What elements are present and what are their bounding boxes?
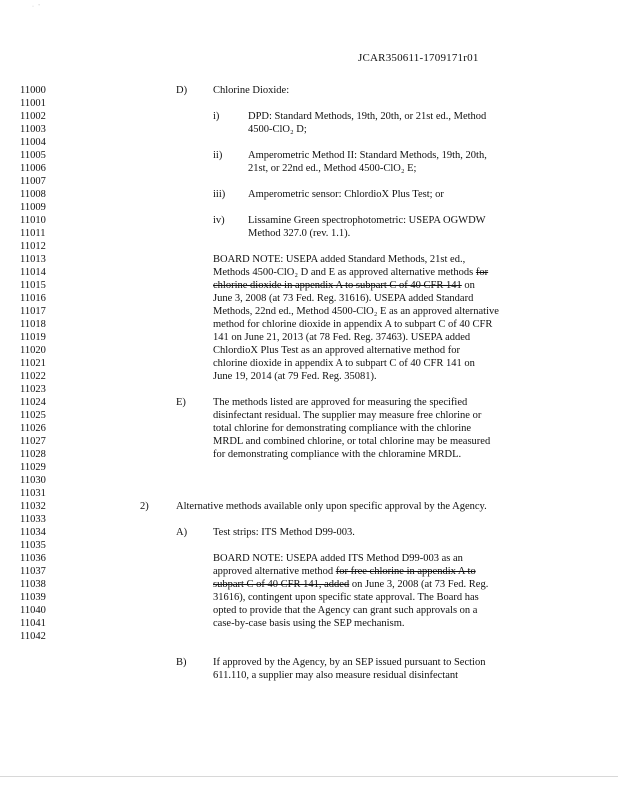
line-number: 11012	[20, 241, 46, 252]
line-number: 11042	[20, 631, 46, 642]
board-note-2-line: 31616), contingent upon specific state approval. The Board has	[213, 592, 479, 603]
line-number: 11007	[20, 176, 46, 187]
line-number: 11019	[20, 332, 46, 343]
struck-text: chlorine dioxide in appendix A to subpart C of 40 CFR 141	[213, 280, 462, 291]
line-number: 11033	[20, 514, 46, 525]
line-number: 11017	[20, 306, 46, 317]
item-d-ii-line1: Amperometric Method II: Standard Methods, 19th, 20th,	[248, 150, 487, 161]
line-number: 11004	[20, 137, 46, 148]
board-note-2-line	[213, 578, 488, 591]
line-number: 11037	[20, 566, 46, 577]
board-note-2-line	[213, 565, 476, 578]
line-number: 11018	[20, 319, 46, 330]
line-number: 11011	[20, 228, 46, 239]
item-d-ii-label: ii)	[213, 150, 223, 161]
board-note-2-text: on June 3, 2008 (at 73 Fed. Reg.	[349, 579, 489, 590]
line-number: 11008	[20, 189, 46, 200]
line-number: 11031	[20, 488, 46, 499]
struck-text: subpart C of 40 CFR 141, added	[213, 579, 350, 590]
line-number: 11002	[20, 111, 46, 122]
item-d-iv-line1: Lissamine Green spectrophotometric: USEPA OGWDW	[248, 215, 486, 226]
board-note-1-line: June 19, 2014 (at 79 Fed. Reg. 35081).	[213, 371, 377, 382]
line-number: 11028	[20, 449, 46, 460]
item-d-iii-label: iii)	[213, 189, 226, 200]
section-2-text: Alternative methods available only upon specific approval by the Agency.	[176, 501, 487, 512]
item-d-iii-line1: Amperometric sensor: ChlordioX Plus Test; or	[248, 189, 444, 200]
line-number: 11014	[20, 267, 46, 278]
line-number: 11029	[20, 462, 46, 473]
item-a-label: A)	[176, 527, 188, 538]
board-note-1-line: June 3, 2008 (at 73 Fed. Reg. 31616). USEPA added Standard	[213, 293, 474, 304]
board-note-1-line	[213, 279, 475, 292]
board-note-1-line: chlorine dioxide in appendix A to subpart C of 40 CFR 141 on	[213, 358, 475, 369]
line-number: 11006	[20, 163, 46, 174]
line-number: 11003	[20, 124, 46, 135]
document-id: JCAR350611-1709171r01	[358, 52, 479, 64]
item-d-title: Chlorine Dioxide:	[213, 85, 290, 96]
item-e-line: for demonstrating compliance with the chloramine MRDL.	[213, 449, 462, 460]
board-note-1-text: on	[461, 280, 475, 291]
board-note-2-line: opted to provide that the Agency can grant such approvals on a	[213, 605, 478, 616]
line-number: 11020	[20, 345, 46, 356]
line-number: 11038	[20, 579, 46, 590]
line-number: 11009	[20, 202, 46, 213]
line-number: 11015	[20, 280, 46, 291]
line-number: 11034	[20, 527, 46, 538]
item-e-label: E)	[176, 397, 186, 408]
line-number: 11039	[20, 592, 46, 603]
item-d-i-line1: DPD: Standard Methods, 19th, 20th, or 21st ed., Method	[248, 111, 487, 122]
line-number: 11005	[20, 150, 46, 161]
struck-text: for free chlorine in appendix A to	[335, 566, 476, 577]
item-e-line: MRDL and combined chlorine, or total chlorine may be measured	[213, 436, 491, 447]
item-d-label: D)	[176, 85, 188, 96]
line-number: 11025	[20, 410, 46, 421]
line-number: 11013	[20, 254, 46, 265]
board-note-2-text: approved alternative method	[213, 566, 336, 577]
line-number: 11026	[20, 423, 46, 434]
item-d-iv-label: iv)	[213, 215, 225, 226]
line-number: 11010	[20, 215, 46, 226]
board-note-1-line: BOARD NOTE: USEPA added Standard Methods, 21st ed.,	[213, 254, 466, 265]
line-number: 11036	[20, 553, 46, 564]
board-note-1-line: Methods, 22nd ed., Method 4500-ClO₂ E as an approved alternative	[213, 306, 499, 317]
board-note-1-text: Methods 4500-ClO₂ D and E as approved alternative methods	[213, 267, 476, 278]
board-note-1-line: ChlordioX Plus Test as an approved alternative method for	[213, 345, 460, 356]
board-note-1-line: method for chlorine dioxide in appendix A to subpart C of 40 CFR	[213, 319, 493, 330]
line-number: 11032	[20, 501, 46, 512]
item-d-i-label: i)	[213, 111, 220, 122]
board-note-2-line: BOARD NOTE: USEPA added ITS Method D99-003 as an	[213, 553, 463, 564]
item-e-line: total chlorine for demonstrating compliance with the chlorine	[213, 423, 472, 434]
scan-artifact: · '	[32, 4, 40, 10]
page-bottom-rule	[0, 776, 618, 777]
item-b-line: 611.110, a supplier may also measure residual disinfectant	[213, 670, 459, 681]
item-a-text: Test strips: ITS Method D99-003.	[213, 527, 355, 538]
board-note-2-line: case-by-case basis using the SEP mechanism.	[213, 618, 405, 629]
item-d-ii-line2: 21st, or 22nd ed., Method 4500-ClO₂ E;	[248, 163, 417, 174]
struck-text: for	[475, 267, 489, 278]
line-number: 11021	[20, 358, 46, 369]
line-number: 11041	[20, 618, 46, 629]
line-number: 11027	[20, 436, 46, 447]
line-number: 11030	[20, 475, 46, 486]
board-note-1-line: 141 on June 21, 2013 (at 78 Fed. Reg. 37463). USEPA added	[213, 332, 471, 343]
line-number: 11024	[20, 397, 46, 408]
section-2-label: 2)	[140, 501, 149, 512]
line-number: 11023	[20, 384, 46, 395]
line-number: 11040	[20, 605, 46, 616]
line-number: 11022	[20, 371, 46, 382]
item-b-label: B)	[176, 657, 187, 668]
item-d-iv-line2: Method 327.0 (rev. 1.1).	[248, 228, 351, 239]
line-number: 11035	[20, 540, 46, 551]
line-number: 11001	[20, 98, 46, 109]
item-e-line: disinfectant residual. The supplier may measure free chlorine or	[213, 410, 482, 421]
item-e-line: The methods listed are approved for measuring the specified	[213, 397, 468, 408]
item-d-i-line2: 4500-ClO₂ D;	[248, 124, 307, 135]
item-b-line: If approved by the Agency, by an SEP issued pursuant to Section	[213, 657, 486, 668]
line-number: 11016	[20, 293, 46, 304]
board-note-1-line	[213, 266, 488, 279]
line-number: 11000	[20, 85, 46, 96]
